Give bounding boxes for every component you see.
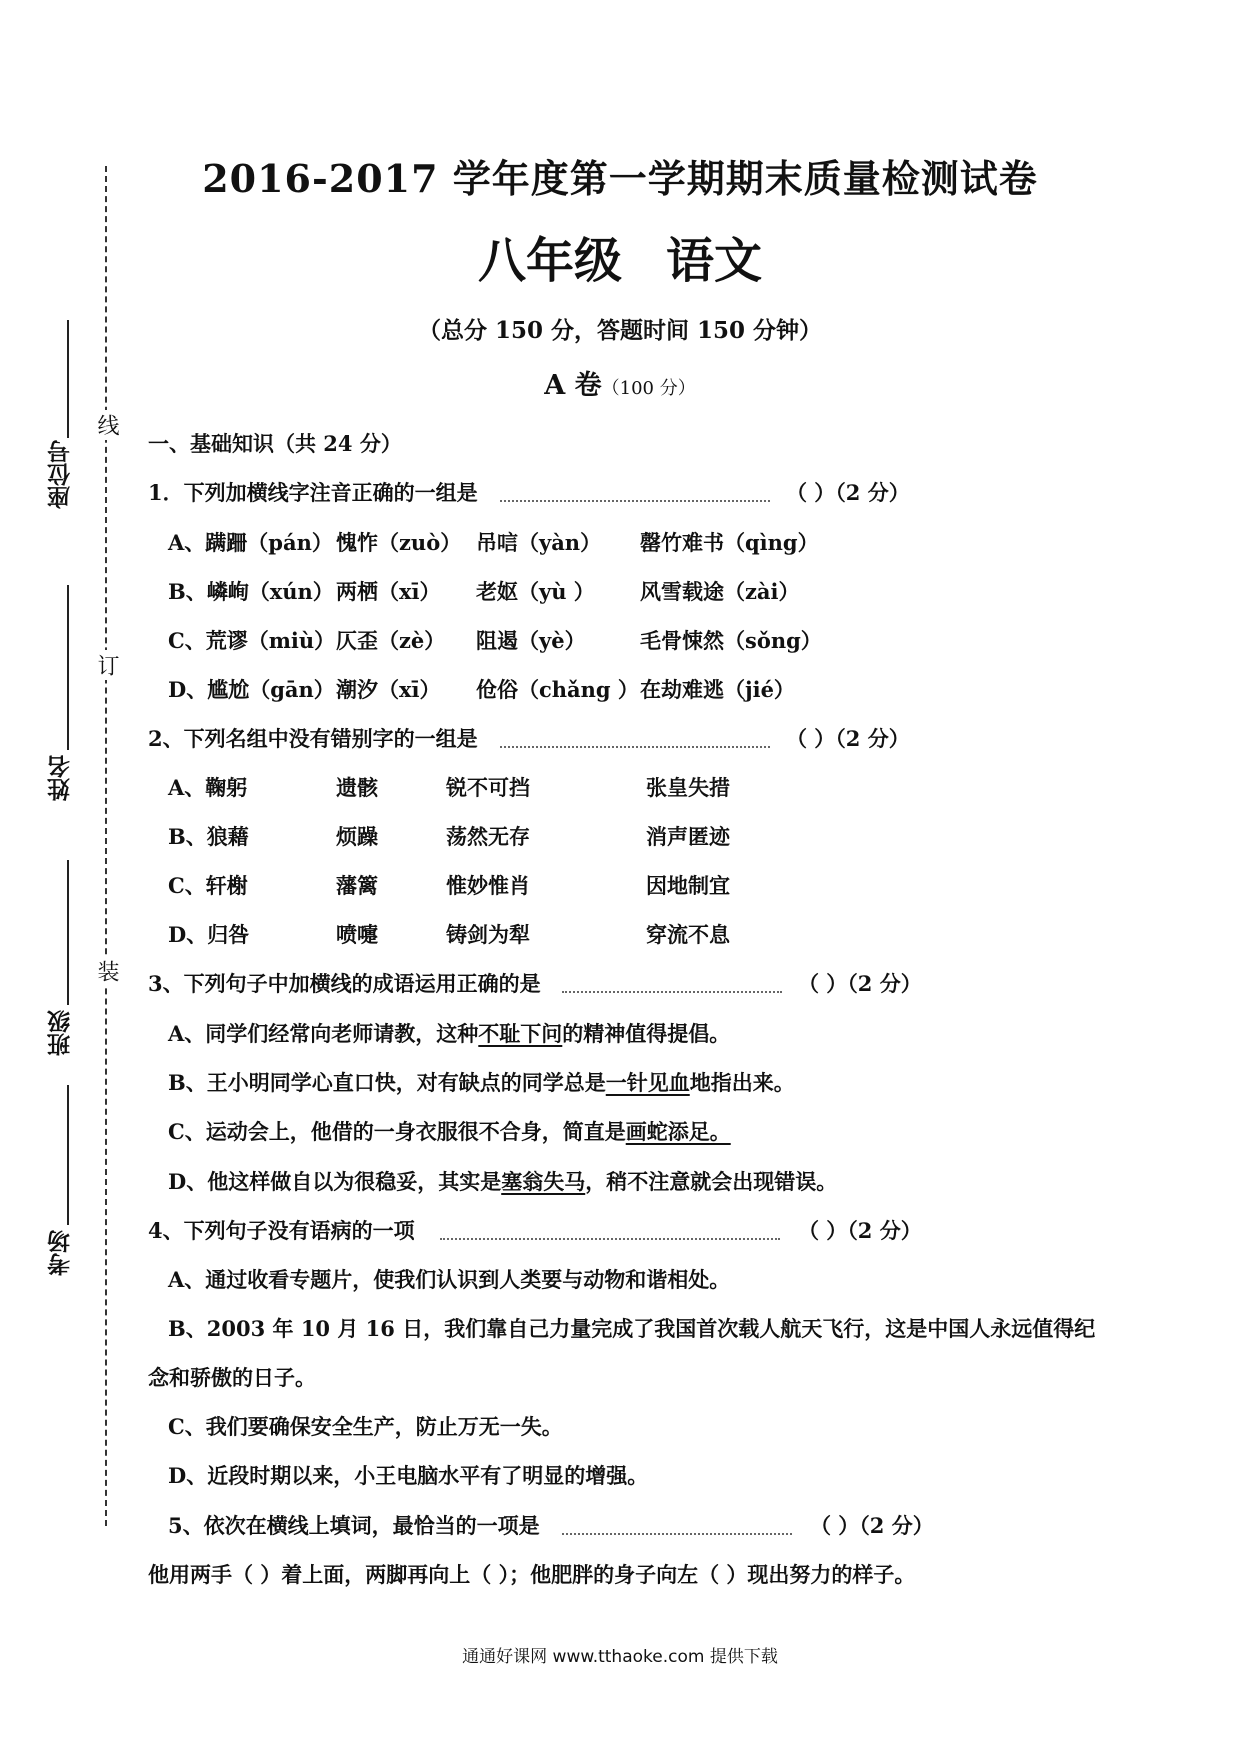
q1-d-2: 潮汐（xī）	[336, 677, 441, 702]
q5-stem: 5、依次在横线上填词，最恰当的一项是	[168, 1513, 540, 1538]
q2-d-3: 铸剑为犁	[446, 922, 530, 947]
q3-option-c	[168, 1116, 731, 1146]
q1-b-1: B、嶙峋（xún）	[168, 579, 334, 604]
q4-option-b-cont: 念和骄傲的日子。	[148, 1365, 316, 1390]
q3-answer-paren: （ ）（2 分）	[798, 971, 922, 996]
q3-b-idiom: 一针见血	[605, 1070, 690, 1095]
binding-word-zhuang: 装	[95, 956, 117, 986]
q1-b-4: 风雪载途（zài）	[640, 579, 800, 604]
q2-c-4: 因地制宜	[646, 873, 730, 898]
q1-leader-dots	[500, 500, 770, 502]
subject-label: 语文	[666, 233, 763, 289]
q2-c-3: 惟妙惟肖	[446, 873, 530, 898]
class-label: 班级	[48, 1010, 74, 1056]
q4-option-a: A、通过收看专题片，使我们认识到人类要与动物和谐相处。	[168, 1267, 731, 1292]
q1-c-1: C、荒谬（miù）	[168, 628, 336, 653]
part-a-heading	[0, 363, 1240, 402]
q3-a-text: A、同学们经常向老师请教，这种	[168, 1021, 479, 1046]
part-a-score: （100 分）	[601, 378, 696, 399]
q3-option-a	[168, 1018, 730, 1048]
page-footer: 通通好课网 www.tthaoke.com 提供下载	[462, 1647, 778, 1667]
q1-answer-paren: （ ）（2 分）	[786, 480, 910, 505]
q2-a-1: A、鞠躬	[168, 775, 248, 800]
q3-b-text: B、王小明同学心直口快，对有缺点的同学总是	[168, 1070, 606, 1095]
q2-c-1: C、轩榭	[168, 873, 248, 898]
q3-b-text-end: 地指出来。	[689, 1070, 795, 1095]
class-field	[44, 1010, 77, 1056]
q4-option-d: D、近段时期以来，小王电脑水平有了明显的增强。	[168, 1463, 649, 1488]
q1-a-2: 愧怍（zuò）	[336, 530, 462, 555]
exam-room-blank	[67, 1085, 69, 1225]
q3-d-text: D、他这样做自以为很稳妥，其实是	[168, 1169, 502, 1194]
name-blank	[67, 585, 69, 750]
q1-c-2: 仄歪（zè）	[336, 628, 446, 653]
q2-b-4: 消声匿迹	[646, 824, 730, 849]
seat-number-label: 座位号	[48, 440, 74, 509]
q3-a-idiom: 不耻下问	[478, 1021, 563, 1046]
grade-label: 八年级	[477, 233, 622, 289]
q2-d-1: D、归咎	[168, 922, 250, 947]
binding-word-xian: 线	[95, 410, 117, 440]
q4-answer-paren: （ ）（2 分）	[798, 1218, 922, 1243]
name-field	[44, 755, 77, 801]
exam-title: 2016-2017 学年度第一学期期末质量检测试卷	[202, 156, 1038, 201]
part-a-label: A 卷	[544, 370, 602, 401]
exam-room-field	[44, 1230, 77, 1276]
q3-d-text-end: ，稍不注意就会出现错误。	[585, 1169, 838, 1194]
score-time-note: （总分 150 分，答题时间 150 分钟）	[417, 317, 823, 344]
q5-sentence: 他用两手（ ）着上面，两脚再向上（ ）；他肥胖的身子向左（ ）现出努力的样子。	[148, 1562, 916, 1587]
q1-b-3: 老妪（yù ）	[476, 579, 595, 604]
q2-answer-paren: （ ）（2 分）	[786, 726, 910, 751]
q3-c-idiom: 画蛇添足。	[625, 1119, 731, 1144]
q3-leader-dots	[562, 991, 782, 993]
q4-option-c: C、我们要确保安全生产，防止万无一失。	[168, 1414, 563, 1439]
name-label: 姓名	[48, 755, 74, 801]
q3-option-b	[168, 1067, 795, 1097]
binding-word-ding: 订	[95, 650, 117, 680]
seat-number-field	[44, 440, 77, 509]
q2-a-2: 遗骸	[336, 775, 378, 800]
q3-stem: 3、下列句子中加横线的成语运用正确的是	[148, 971, 541, 996]
q2-b-1: B、狼藉	[168, 824, 249, 849]
q2-c-2: 藩篱	[336, 873, 378, 898]
q3-c-text: C、运动会上，他借的一身衣服很不合身，简直是	[168, 1119, 626, 1144]
q2-stem: 2、下列名组中没有错别字的一组是	[148, 726, 478, 751]
q2-d-4: 穿流不息	[646, 922, 730, 947]
q1-d-3: 伧俗（chǎng ）	[476, 677, 639, 702]
q2-a-3: 锐不可挡	[446, 775, 530, 800]
q2-b-3: 荡然无存	[446, 824, 530, 849]
q4-option-b: B、2003 年 10 月 16 日，我们靠自己力量完成了我国首次载人航天飞行，这是中国人永远值得纪	[168, 1316, 1096, 1341]
q1-stem: 1．下列加横线字注音正确的一组是	[148, 480, 478, 505]
q1-a-4: 罄竹难书（qìng）	[640, 530, 819, 555]
q1-b-2: 两栖（xī）	[336, 579, 441, 604]
q4-leader-dots	[440, 1238, 780, 1240]
q1-a-1: A、蹒跚（pán）	[168, 530, 333, 555]
q2-b-2: 烦躁	[336, 824, 378, 849]
q4-stem: 4、下列句子没有语病的一项	[148, 1218, 415, 1243]
q5-leader-dots	[562, 1533, 792, 1535]
q1-a-3: 吊唁（yàn）	[476, 530, 602, 555]
q1-c-3: 阻遏（yè）	[476, 628, 586, 653]
class-blank	[67, 860, 69, 1005]
q3-d-idiom: 塞翁失马	[501, 1169, 586, 1194]
q2-d-2: 喷嚏	[336, 922, 378, 947]
exam-room-label: 考场	[48, 1230, 74, 1276]
exam-subject	[0, 222, 1240, 291]
q2-leader-dots	[500, 746, 770, 748]
q1-c-4: 毛骨悚然（sǒng）	[640, 628, 822, 653]
q3-a-text-end: 的精神值得提倡。	[562, 1021, 731, 1046]
section-1-title: 一、基础知识（共 24 分）	[148, 431, 402, 456]
q3-option-d	[168, 1166, 837, 1196]
q5-answer-paren: （ ）（2 分）	[810, 1513, 934, 1538]
q1-d-4: 在劫难逃（jié）	[640, 677, 795, 702]
q1-d-1: D、尴尬（gān）	[168, 677, 335, 702]
q2-a-4: 张皇失措	[646, 775, 730, 800]
